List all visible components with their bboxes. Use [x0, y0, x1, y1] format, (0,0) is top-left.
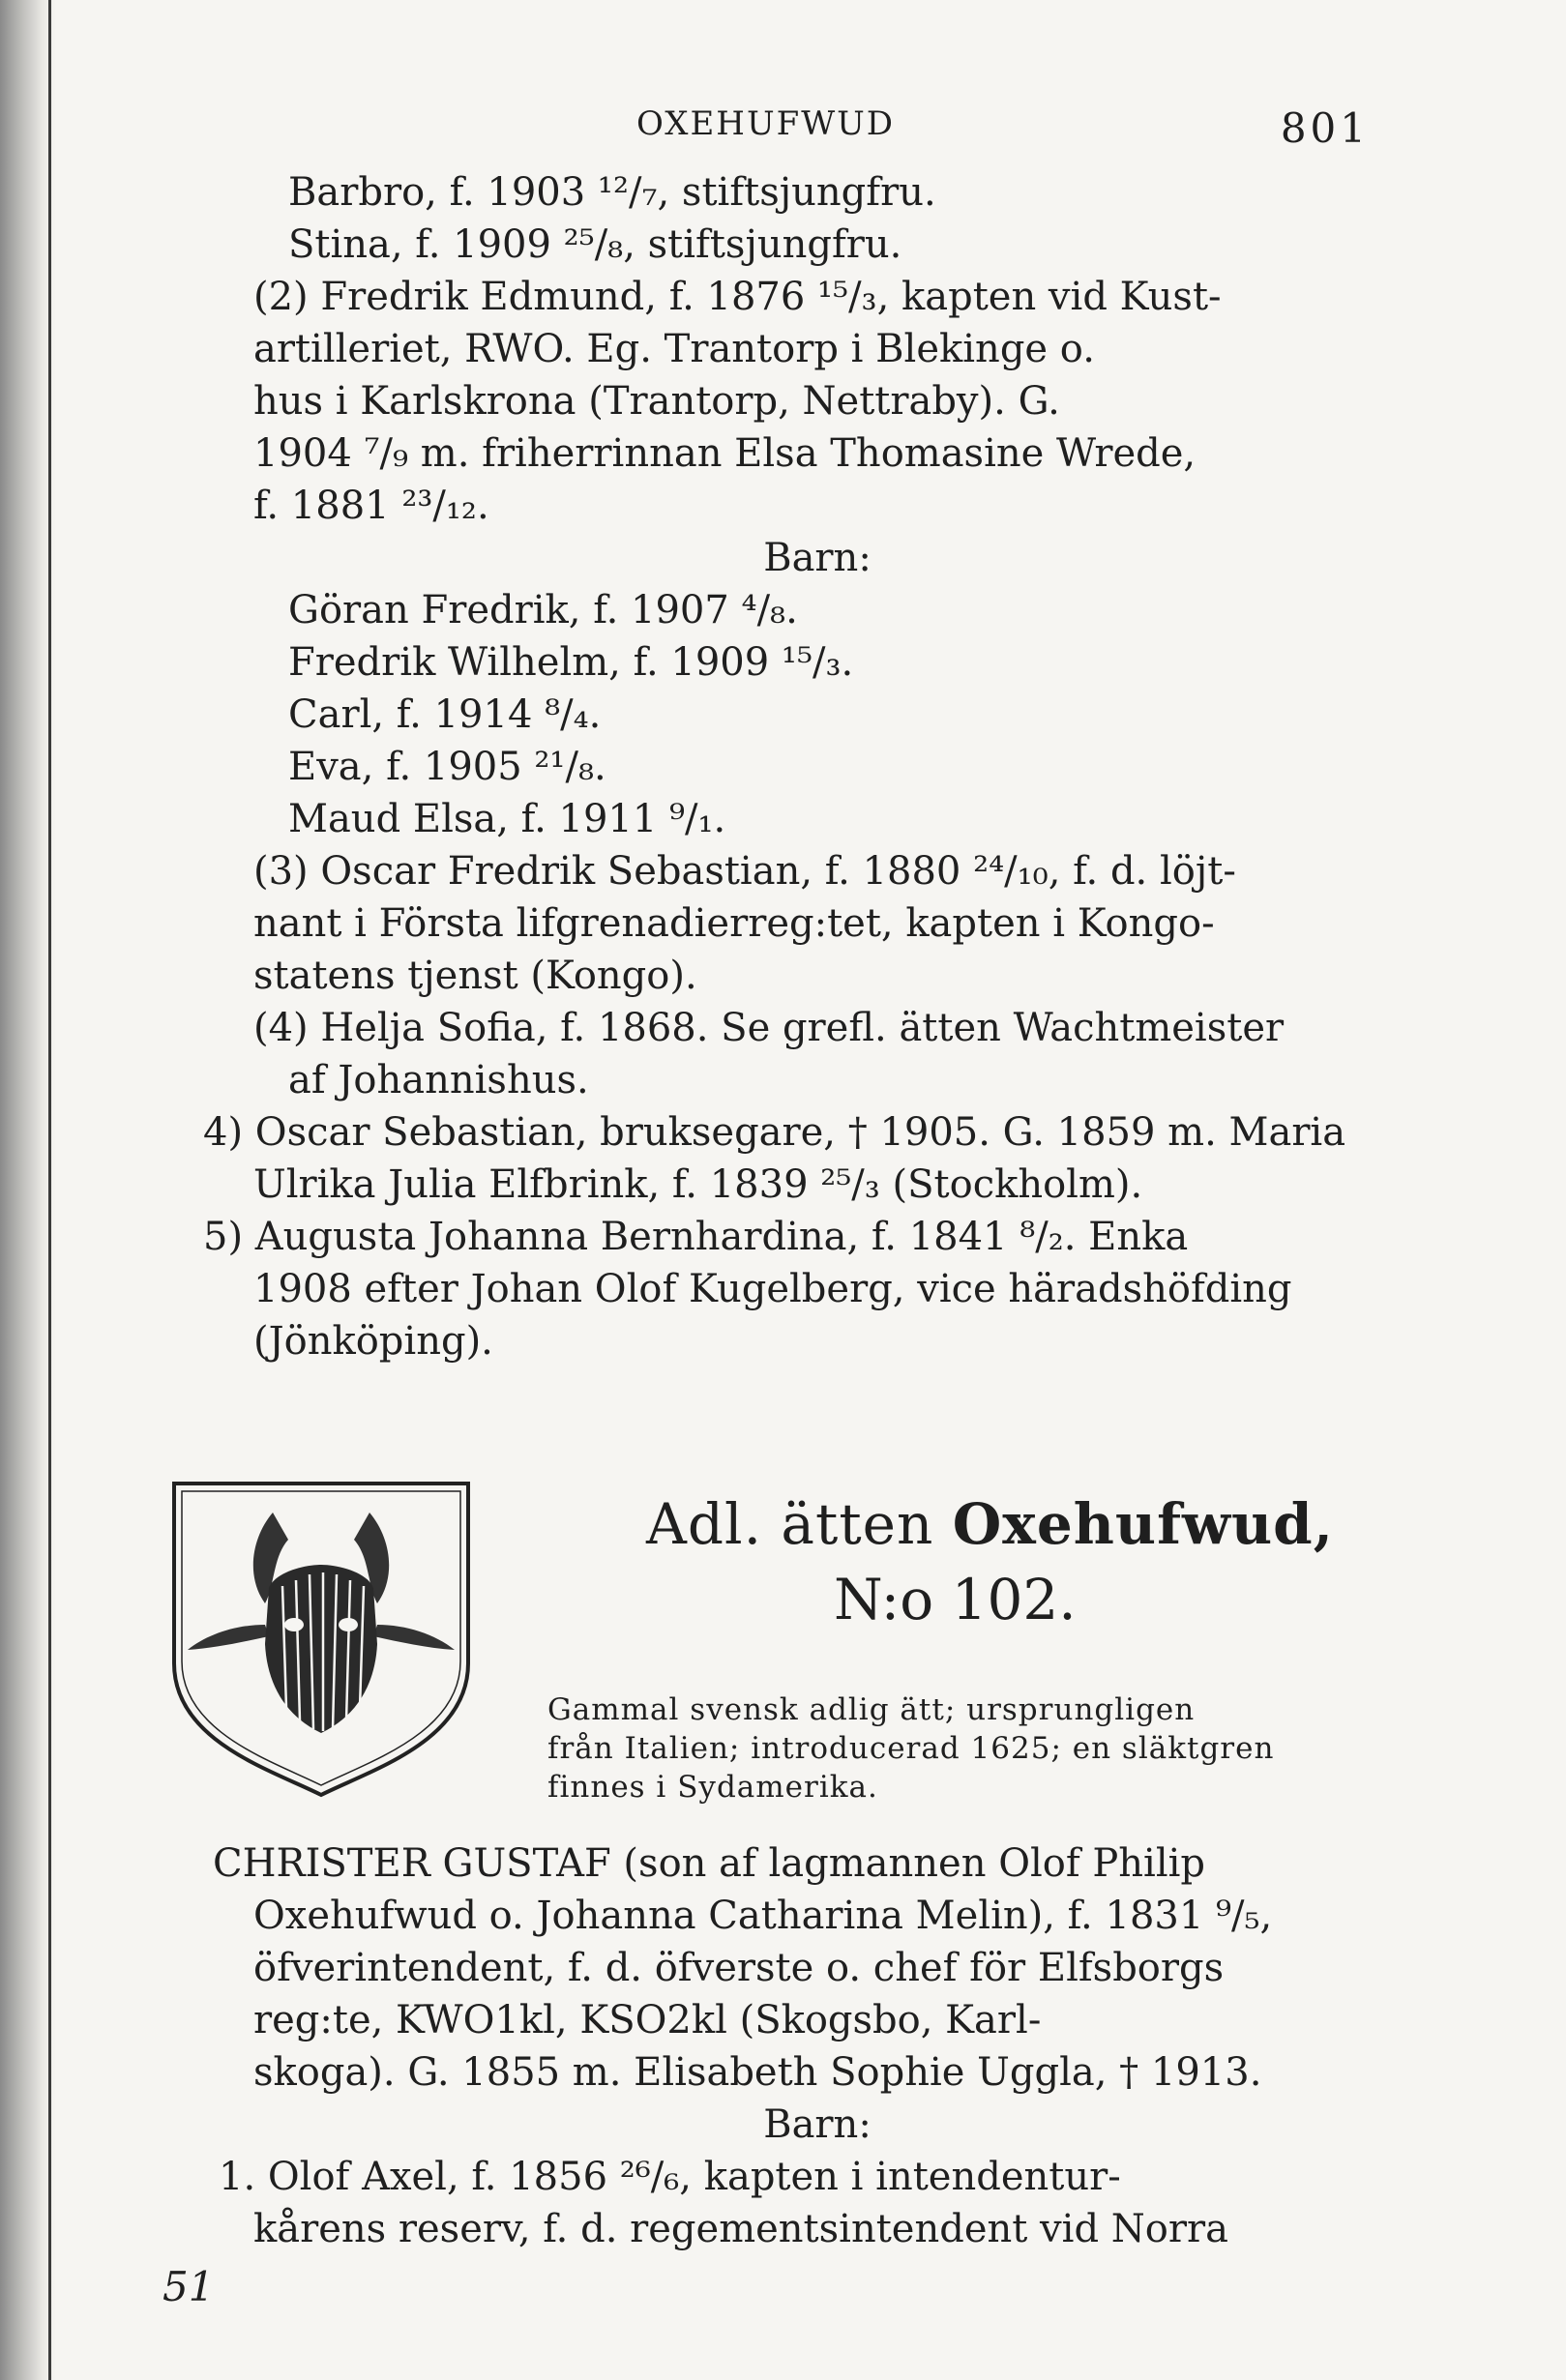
- text-line: 1904 ⁷/₉ m. friherrinnan Elsa Thomasine Wrede,: [253, 431, 1197, 476]
- text-line: nant i Första lifgrenadierreg:tet, kapten i Kongo-: [253, 901, 1215, 946]
- text-line: CHRISTER GUSTAF (son af lagmannen Olof Philip: [213, 1841, 1206, 1886]
- note-line: från Italien; introducerad 1625; en släktgren: [547, 1731, 1275, 1766]
- page-number: 801: [1280, 104, 1370, 152]
- text-line: kårens reserv, f. d. regementsintendent vid Norra: [253, 2207, 1228, 2251]
- family-title: Adl. ätten Oxehufwud,: [646, 1491, 1334, 1557]
- signature-mark: 51: [163, 2263, 215, 2310]
- binding-edge-line: [48, 0, 51, 2380]
- bottom-text-block: [213, 1837, 1381, 2255]
- section-heading: Barn:: [763, 536, 872, 580]
- child-entry: Eva, f. 1905 ²¹/₈.: [288, 745, 606, 789]
- coat-of-arms-icon: [168, 1480, 474, 1799]
- text-line: Barbro, f. 1903 ¹²/₇, stiftsjungfru.: [288, 170, 936, 215]
- note-line: finnes i Sydamerika.: [547, 1770, 878, 1805]
- text-line: (4) Helja Sofia, f. 1868. Se grefl. ätten Wachtmeister: [253, 1006, 1285, 1050]
- note-line: Gammal svensk adlig ätt; ursprungligen: [547, 1692, 1196, 1727]
- text-line: artilleriet, RWO. Eg. Trantorp i Blekinge o.: [253, 327, 1095, 371]
- running-header: [253, 104, 1381, 162]
- text-line: Stina, f. 1909 ²⁵/₈, stiftsjungfru.: [288, 222, 902, 267]
- text-line: 4) Oscar Sebastian, bruksegare, † 1905. G. 1859 m. Maria: [203, 1110, 1346, 1155]
- text-line: (2) Fredrik Edmund, f. 1876 ¹⁵/₃, kapten vid Kust-: [253, 275, 1222, 319]
- top-text-block: [203, 166, 1381, 1367]
- text-line: hus i Karlskrona (Trantorp, Nettraby). G.: [253, 379, 1060, 424]
- section-heading: Barn:: [763, 2102, 872, 2147]
- text-line: 5) Augusta Johanna Bernhardina, f. 1841 ⁸/₂. Enka: [203, 1215, 1189, 1259]
- text-line: (Jönköping).: [253, 1319, 493, 1364]
- child-entry: Fredrik Wilhelm, f. 1909 ¹⁵/₃.: [288, 640, 854, 685]
- child-entry: Carl, f. 1914 ⁸/₄.: [288, 692, 602, 737]
- text-line: skoga). G. 1855 m. Elisabeth Sophie Uggla, † 1913.: [253, 2050, 1262, 2095]
- family-number: N:o 102.: [834, 1567, 1077, 1632]
- text-line: f. 1881 ²³/₁₂.: [253, 484, 489, 528]
- text-line: Ulrika Julia Elfbrink, f. 1839 ²⁵/₃ (Stockholm).: [253, 1162, 1143, 1207]
- text-line: 1908 efter Johan Olof Kugelberg, vice häradshöfding: [253, 1267, 1292, 1311]
- text-line: Oxehufwud o. Johanna Catharina Melin), f. 1831 ⁹/₅,: [253, 1894, 1273, 1938]
- text-line: reg:te, KWO1kl, KSO2kl (Skogsbo, Karl-: [253, 1998, 1042, 2042]
- running-title: OXEHUFWUD: [636, 104, 896, 143]
- child-entry: Maud Elsa, f. 1911 ⁹/₁.: [288, 797, 726, 841]
- text-line: 1. Olof Axel, f. 1856 ²⁶/₆, kapten i intendentur-: [219, 2155, 1121, 2199]
- text-line: (3) Oscar Fredrik Sebastian, f. 1880 ²⁴/₁₀, f. d. löjt-: [253, 849, 1236, 894]
- family-note: [547, 1690, 1381, 1807]
- text-line: statens tjenst (Kongo).: [253, 954, 697, 998]
- child-entry: Göran Fredrik, f. 1907 ⁴/₈.: [288, 588, 798, 632]
- text-line: af Johannishus.: [288, 1058, 589, 1102]
- text-line: öfverintendent, f. d. öfverste o. chef för Elfsborgs: [253, 1946, 1225, 1990]
